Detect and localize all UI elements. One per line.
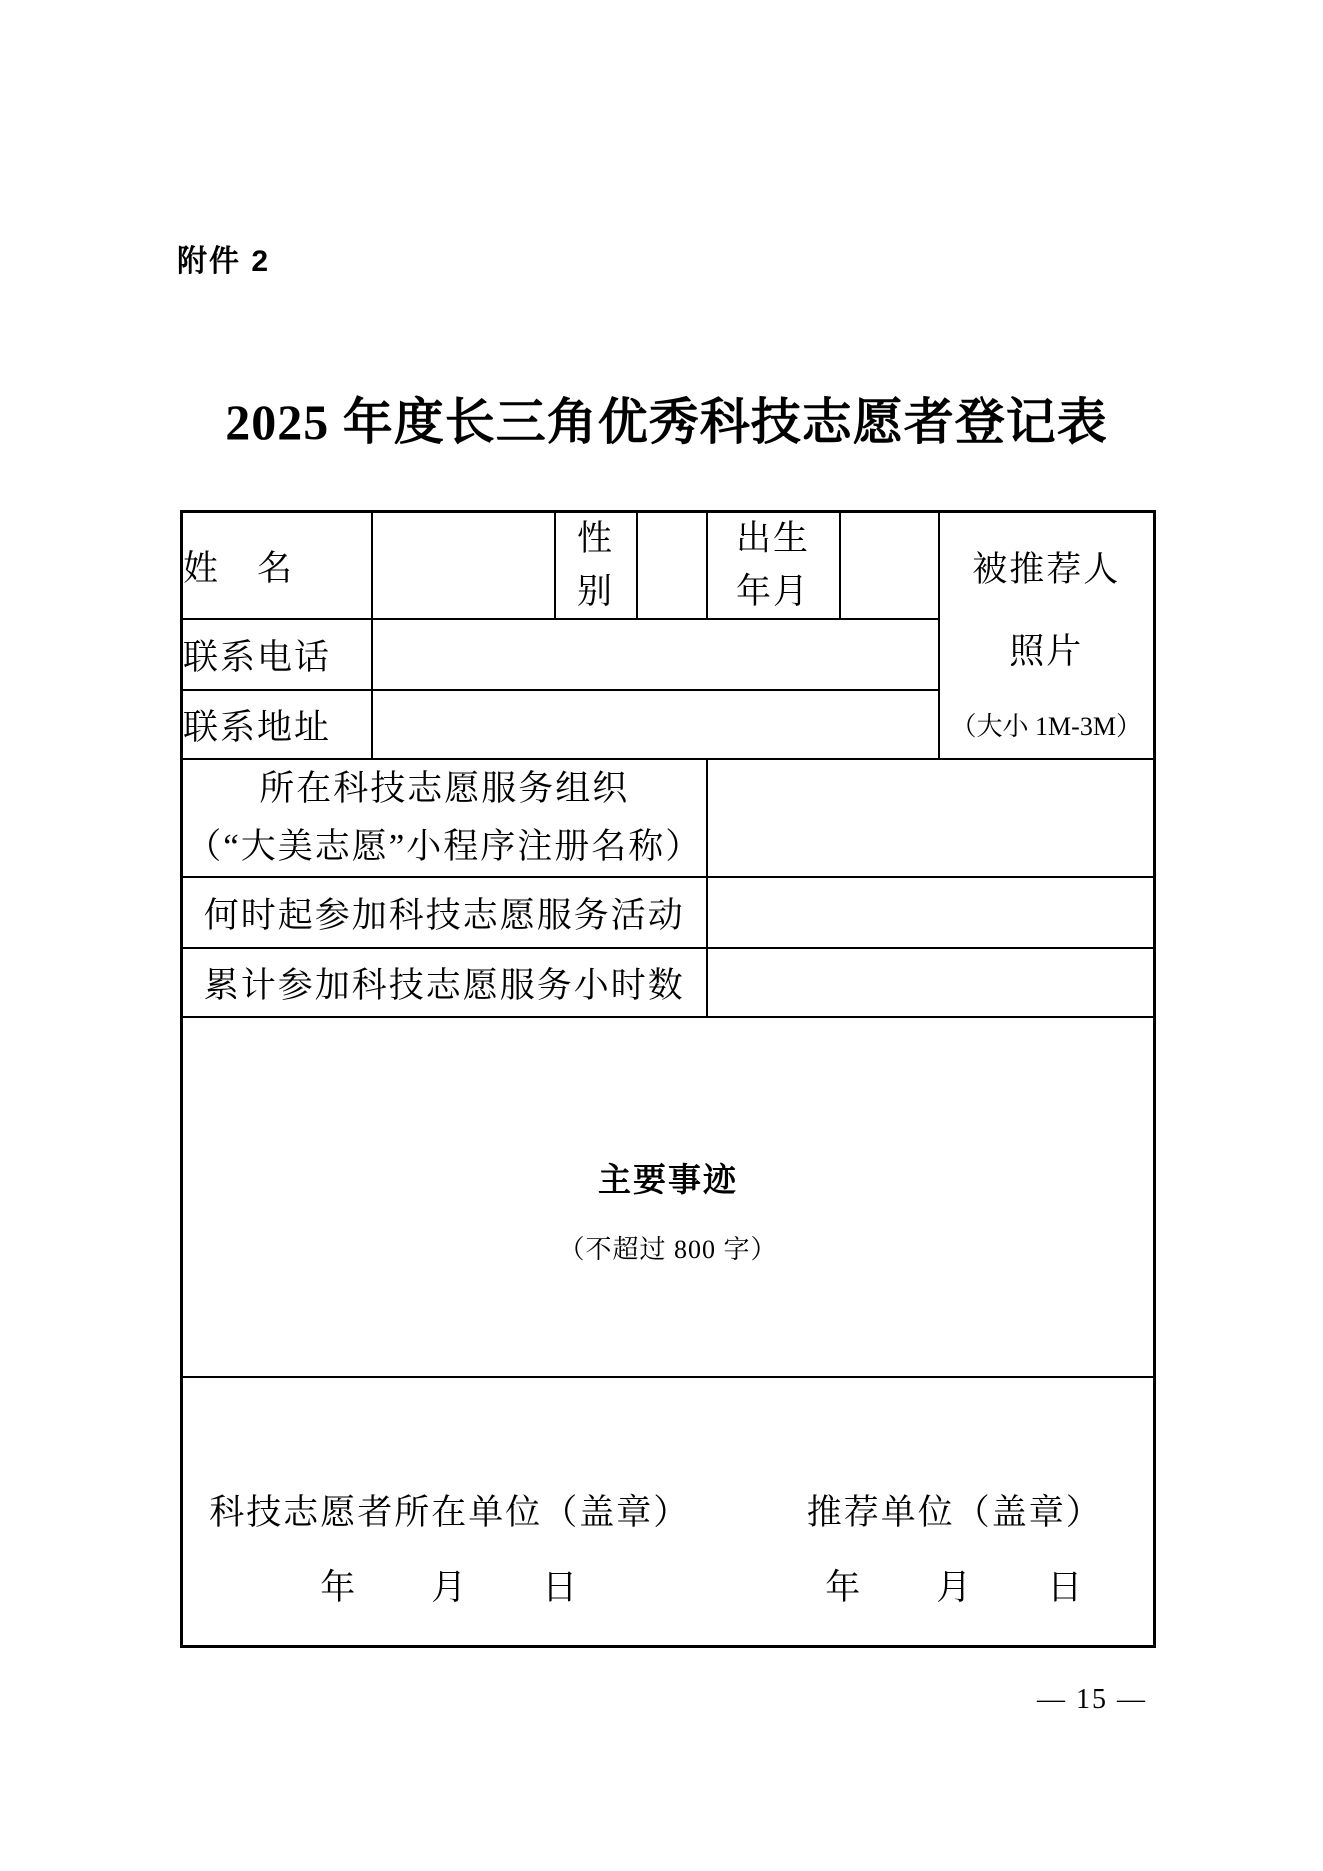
address-value-cell [372,690,939,759]
recommend-unit-seal-label: 推荐单位（盖章） [806,1493,1103,1532]
total-hours-label-cell: 累计参加科技志愿服务小时数 [182,948,707,1017]
volunteer-unit-date-line: 年 月 日 [320,1568,580,1608]
volunteer-unit-signature-block [183,1475,717,1626]
gender-value-cell [637,512,707,620]
deeds-cell [182,1017,1155,1377]
gender-label-cell [555,512,637,620]
gender-label: 性别 [576,519,614,611]
volunteer-unit-seal-label: 科技志愿者所在单位（盖章） [209,1493,691,1532]
start-time-label-cell: 何时起参加科技志愿服务活动 [182,877,707,948]
phone-label-cell: 联系电话 [182,619,372,690]
organization-value-cell [707,759,1155,877]
total-hours-value-cell [707,948,1155,1017]
organization-label-cell [182,759,707,877]
organization-label-line1: 所在科技志愿服务组织 [259,769,630,809]
name-label-cell: 姓 名 [182,512,372,620]
registration-table [180,510,1156,1648]
organization-label-line2: （“大美志愿”小程序注册名称） [186,827,703,866]
attachment-label: 附件 2 [177,245,271,278]
page-number: — 15 — [1037,1684,1147,1715]
photo-size-hint: （大小 1M-3M） [950,712,1142,741]
photo-label-line2: 照片 [1009,632,1084,671]
page-title: 2025 年度长三角优秀科技志愿者登记表 [225,394,1108,450]
address-label-cell: 联系地址 [182,690,372,759]
photo-placeholder [940,528,1154,743]
birth-label: 出生年月 [735,519,810,611]
birth-label-cell [707,512,840,620]
birth-value-cell [840,512,939,620]
recommend-unit-date-line: 年 月 日 [825,1568,1085,1608]
name-value-cell [372,512,555,620]
photo-cell [939,512,1155,760]
signature-blocks [183,1397,1153,1626]
signature-cell [182,1377,1155,1646]
recommend-unit-signature-block [717,1475,1154,1626]
deeds-title: 主要事迹 [598,1161,738,1198]
phone-value-cell [372,619,939,690]
start-time-value-cell [707,877,1155,948]
photo-label-line1: 被推荐人 [972,550,1121,589]
deeds-hint: （不超过 800 字） [558,1235,778,1264]
